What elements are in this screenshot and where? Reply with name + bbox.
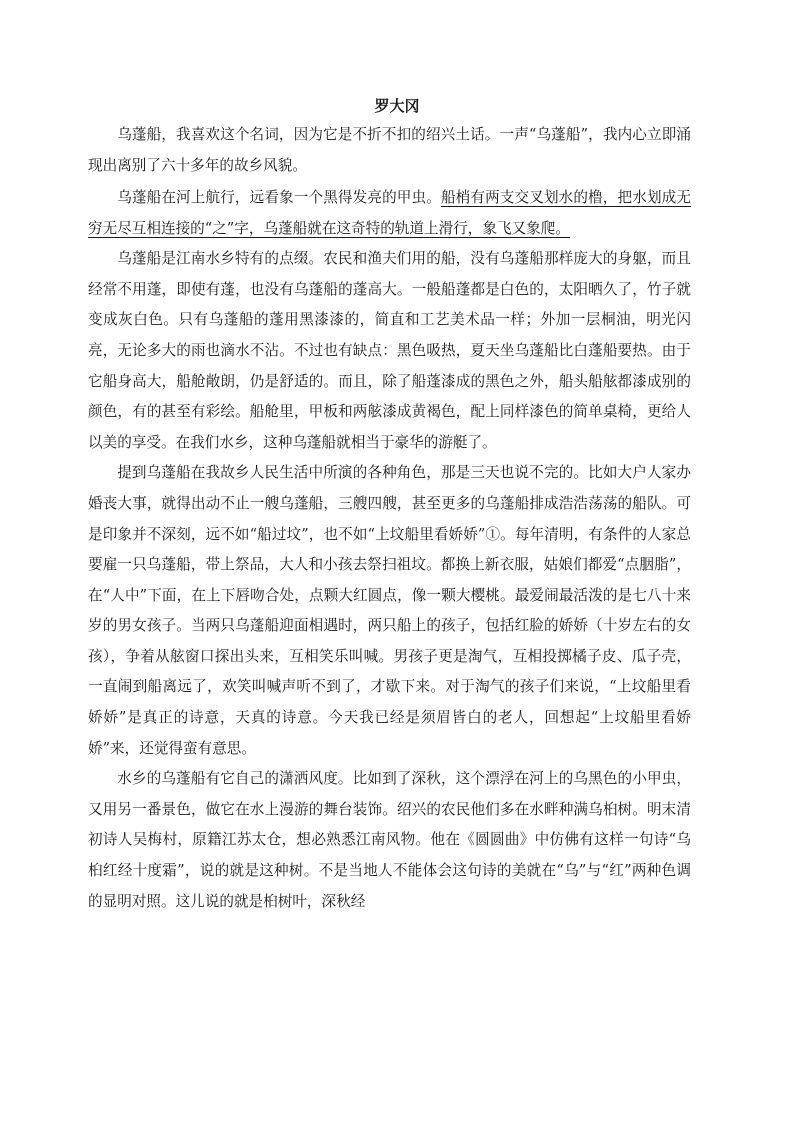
- article-title: 罗大冈: [374, 97, 420, 115]
- paragraph-1: 乌蓬船，我喜欢这个名词，因为它是不折不扣的绍兴土话。一声“乌蓬船”，我内心立即涌现出离别了六十多年的故乡风貌。: [88, 126, 691, 174]
- underlined-sentence: 船梢有两支交叉划水的橹，把水划成无穷无尽互相连接的“之”字，乌蓬船就在这奇特的轨道上滑行，象飞又象爬。: [88, 188, 691, 237]
- article-body: [88, 120, 691, 917]
- paragraph-2: [88, 183, 691, 244]
- paragraph-2-text: 乌蓬船在河上航行，远看象一个黑得发亮的甲虫。: [117, 188, 441, 206]
- paragraph-3: 乌蓬船是江南水乡特有的点缀。农民和渔夫们用的船，没有乌蓬船那样庞大的身躯，而且经常不用蓬，即使有蓬，也没有乌蓬船的蓬高大。一般船蓬都是白色的，太阳晒久了，竹子就变成灰白色。只有乌蓬船的蓬用黑漆漆的，简直和工艺美术品一样；外加一层桐油，明光闪亮，无论多大的雨也滴水不沾。不过也有缺点：黑色吸热，夏天坐乌蓬船比白蓬船要热。由于它船身高大，船舱敞朗，仍是舒适的。而且，除了船蓬漆成的黑色之外，船头船舷都漆成别的颜色，有的甚至有彩绘。船舱里，甲板和两舷漆成黄褐色，配上同样漆色的简单桌椅，更给人以美的享受。在我们水乡，这种乌蓬船就相当于豪华的游艇了。: [88, 250, 691, 451]
- paragraph-4: 提到乌蓬船在我故乡人民生活中所演的各种角色，那是三天也说不完的。比如大户人家办婚丧大事，就得出动不止一艘乌蓬船，三艘四艘，甚至更多的乌蓬船排成浩浩荡荡的船队。可是印象并不深刻，远不如“船过坟”，也不如“上坟船里看娇娇”①。每年清明，有条件的人家总要雇一只乌蓬船，带上祭品，大人和小孩去祭扫祖坟。都换上新衣服，姑娘们都爱“点胭脂”，在“人中”下面，在上下唇吻合处，点颗大红圆点，像一颗大樱桃。最爱闹最活泼的是七八十来岁的男女孩子。当两只乌蓬船迎面相遇时，两只船上的孩子，包括红脸的娇娇（十岁左右的女孩），争着从舷窗口探出头来，互相笑乐叫喊。男孩子更是淘气，互相投掷橘子皮、瓜子壳，一直闹到船离远了，欢笑叫喊声听不到了，才歇下来。对于淘气的孩子们来说，“上坟船里看娇娇”是真正的诗意，天真的诗意。今天我已经是须眉皆白的老人，回想起“上坟船里看娇娇”来，还觉得蛮有意思。: [88, 464, 691, 757]
- paragraph-5: 水乡的乌蓬船有它自己的潇洒风度。比如到了深秋，这个漂浮在河上的乌黑色的小甲虫，又用另一番景色，做它在水上漫游的舞台装饰。绍兴的农民他们多在水畔种满乌桕树。明末清初诗人吴梅村，原籍江苏太仓，想必熟悉江南风物。他在《圆圆曲》中仿佛有这样一句诗“乌桕红经十度霜”，说的就是这种树。不是当地人不能体会这句诗的美就在“乌”与“红”两种色调的显明对照。这儿说的就是桕树叶，深秋经: [88, 770, 691, 910]
